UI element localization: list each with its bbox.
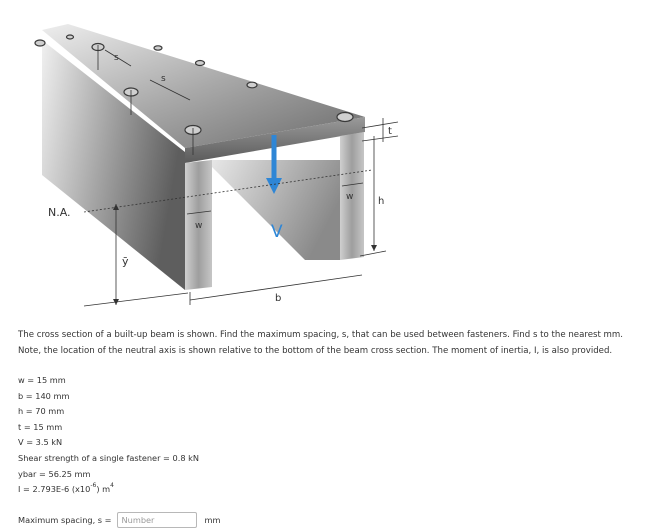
given-values [18, 373, 199, 498]
bolt [196, 61, 205, 66]
answer-unit: mm [204, 515, 221, 525]
given-w: w = 15 mm [18, 375, 66, 385]
given-shear-strength: Shear strength of a single fastener = 0.8 kN [18, 452, 200, 463]
bolt [337, 113, 353, 122]
answer-row [18, 511, 220, 529]
ybar-label: ȳ [122, 255, 129, 268]
t-ext-top [362, 122, 398, 128]
given-moment-of-inertia: I = 2.793E-6 $(x10^{-6})$ $m^4$ [18, 482, 114, 495]
bolt [154, 46, 162, 50]
given-b: b = 140 mm [18, 390, 70, 401]
w-label-right: w [346, 192, 354, 202]
spacing-input[interactable] [117, 512, 197, 528]
s-label-2: s [161, 74, 166, 84]
answer-label: Maximum spacing, s = [18, 515, 112, 525]
given-ybar: ybar = 56.25 mm [18, 468, 91, 479]
v-label: V [271, 222, 283, 242]
b-label: b [275, 293, 282, 304]
bolt [67, 35, 74, 39]
s-label-1: s [114, 53, 119, 63]
h-label: h [378, 196, 385, 207]
h-arrow-bottom [371, 245, 377, 251]
bolt [247, 82, 257, 88]
given-v: V = 3.5 kN [18, 437, 63, 448]
na-label: N.A. [48, 206, 71, 219]
given-h: h = 70 mm [18, 406, 65, 417]
bolt [35, 40, 45, 46]
t-label: t [388, 126, 392, 137]
problem-statement: The cross section of a built-up beam is shown. Find the maximum spacing, s, that can be used between fasteners. Find s to the nearest mm. Note, the location of the neutral axis is shown relative to the bottom of the beam cross section. The moment of inertia, I, is also provided. [18, 330, 624, 356]
t-ext-bottom [362, 136, 398, 141]
base-line [84, 293, 188, 306]
w-label-left: w [195, 221, 203, 231]
given-t: t = 15 mm [18, 421, 63, 432]
